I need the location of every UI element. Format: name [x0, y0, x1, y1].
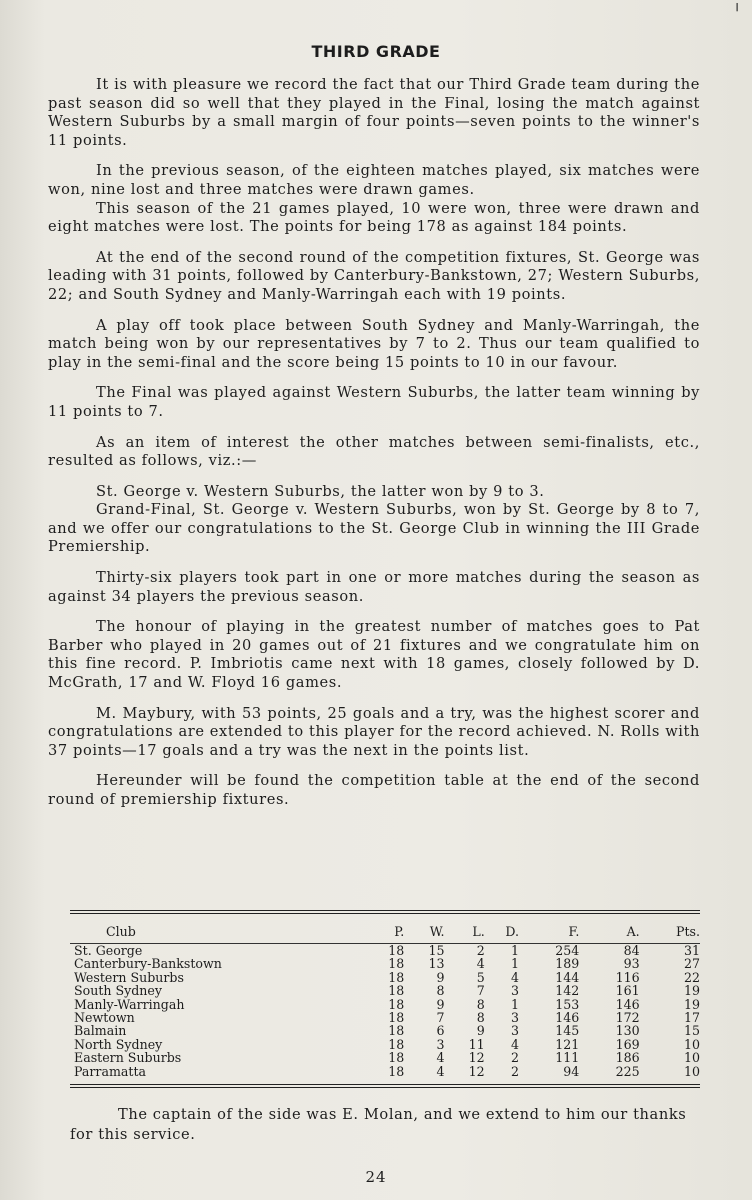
- paragraph-semi-result: St. George v. Western Suburbs, the latter won by 9 to 3.: [96, 482, 545, 500]
- against-cell: 93: [623, 956, 640, 972]
- table-bottom-rule: [70, 1084, 700, 1088]
- won-cell: 9: [436, 996, 445, 1012]
- club-cell: Eastern Suburbs: [74, 1050, 182, 1066]
- table-row: [70, 1065, 700, 1078]
- won-cell: 7: [436, 1010, 445, 1026]
- table-header-row: [70, 914, 700, 944]
- played-cell: 18: [388, 943, 405, 958]
- for-cell: 121: [555, 1036, 580, 1052]
- points-cell: 15: [683, 1023, 700, 1039]
- points-cell: 10: [683, 1050, 700, 1066]
- points-cell: 31: [683, 943, 700, 958]
- against-cell: 186: [615, 1050, 640, 1066]
- lost-cell: 12: [468, 1050, 485, 1066]
- drawn-cell: 2: [510, 1063, 519, 1079]
- club-cell: Parramatta: [74, 1063, 147, 1079]
- for-cell: 189: [555, 956, 580, 972]
- played-cell: 18: [388, 996, 405, 1012]
- club-cell: St. George: [74, 943, 143, 958]
- drawn-cell: 4: [510, 1036, 519, 1052]
- club-cell: Manly-Warringah: [74, 996, 185, 1012]
- points-cell: 22: [683, 969, 700, 985]
- points-cell: 17: [683, 1010, 700, 1026]
- drawn-cell: 3: [510, 1023, 519, 1039]
- lost-cell: 11: [468, 1036, 485, 1052]
- won-cell: 6: [436, 1023, 445, 1039]
- against-cell: 225: [615, 1063, 640, 1079]
- club-cell: Balmain: [74, 1023, 127, 1039]
- points-cell: 19: [683, 996, 700, 1012]
- against-cell: 84: [623, 943, 640, 958]
- drawn-cell: 3: [510, 983, 519, 999]
- table-row: [70, 1051, 700, 1064]
- paragraph-second-round: At the end of the second round of the competition fixtures, St. George was leading with 31 points, followed by Canterbury-Bankstown, 27; Western Suburbs, 22; and South Sydney and Manly-Warringah each with 19 points.: [48, 248, 700, 303]
- won-cell: 4: [436, 1063, 445, 1079]
- won-cell: 8: [436, 983, 445, 999]
- table-row: [70, 1024, 700, 1037]
- for-cell: 144: [555, 969, 580, 985]
- points-cell: 10: [683, 1063, 700, 1079]
- won-cell: 15: [428, 943, 445, 958]
- paragraph-final: The Final was played against Western Suburbs, the latter team winning by 11 points to 7.: [48, 384, 700, 420]
- drawn-cell: 1: [510, 996, 519, 1012]
- drawn-cell: 1: [510, 943, 519, 958]
- paragraph-top-scorer: M. Maybury, with 53 points, 25 goals and a try, was the highest scorer and congratulations are extended to this player for the record achieved. N. Rolls with 37 points—17 goals and a try was the next in the points list.: [48, 704, 701, 759]
- table-row: [70, 1011, 700, 1024]
- played-cell: 18: [388, 1063, 405, 1079]
- points-cell: 10: [683, 1036, 700, 1052]
- club-cell: North Sydney: [74, 1036, 163, 1052]
- club-cell: Newtown: [74, 1010, 135, 1026]
- played-cell: 18: [388, 1050, 405, 1066]
- table-row: [70, 957, 700, 970]
- competition-table: [70, 910, 700, 1088]
- scan-mark: ╵: [733, 4, 742, 20]
- drawn-cell: 1: [510, 956, 519, 972]
- drawn-cell: 3: [510, 1010, 519, 1026]
- paragraph-table-intro: Hereunder will be found the competition table at the end of the second round of premiership fixtures.: [48, 772, 700, 808]
- col-against: A.: [579, 914, 639, 944]
- won-cell: 3: [436, 1036, 445, 1052]
- table-row: [70, 944, 700, 958]
- for-cell: 254: [555, 943, 580, 958]
- lost-cell: 12: [468, 1063, 485, 1079]
- lost-cell: 7: [476, 983, 485, 999]
- drawn-cell: 2: [510, 1050, 519, 1066]
- lost-cell: 9: [476, 1023, 485, 1039]
- against-cell: 172: [615, 1010, 640, 1026]
- played-cell: 18: [388, 956, 405, 972]
- paragraph-this-season: This season of the 21 games played, 10 were won, three were drawn and eight matches were lost. The points for being 178 as against 184 points.: [48, 199, 700, 236]
- played-cell: 18: [388, 983, 405, 999]
- for-cell: 94: [563, 1063, 580, 1079]
- club-cell: Canterbury-Bankstown: [74, 956, 222, 972]
- body-text: [48, 76, 700, 822]
- paragraph-intro: It is with pleasure we record the fact that our Third Grade team during the past season did so well that they played in the Final, losing the match against Western Suburbs by a small margin of four points—seven points to the winner's 11 points.: [48, 76, 700, 149]
- table-row: [70, 998, 700, 1011]
- against-cell: 169: [615, 1036, 640, 1052]
- for-cell: 146: [555, 1010, 580, 1026]
- col-won: W.: [404, 914, 444, 944]
- points-cell: 27: [683, 956, 700, 972]
- played-cell: 18: [388, 969, 405, 985]
- played-cell: 18: [388, 1023, 405, 1039]
- for-cell: 111: [555, 1050, 580, 1066]
- lost-cell: 4: [476, 956, 485, 972]
- won-cell: 13: [428, 956, 445, 972]
- col-club: Club: [70, 914, 364, 944]
- table-row: [70, 984, 700, 997]
- col-for: F.: [519, 914, 579, 944]
- col-lost: L.: [444, 914, 484, 944]
- paragraph-play-off: A play off took place between South Sydney and Manly-Warringah, the match being won by our representatives by 7 to 2. Thus our team qualified to play in the semi-final and the score being 15 points to 10 in our favour.: [48, 316, 700, 371]
- col-drawn: D.: [485, 914, 519, 944]
- closing-paragraph: The captain of the side was E. Molan, and we extend to him our thanks for this service.: [70, 1106, 687, 1143]
- col-points: Pts.: [640, 914, 700, 944]
- lost-cell: 5: [476, 969, 485, 985]
- won-cell: 9: [436, 969, 445, 985]
- col-played: P.: [364, 914, 404, 944]
- drawn-cell: 4: [510, 969, 519, 985]
- lost-cell: 8: [476, 996, 485, 1012]
- table-row: [70, 971, 700, 984]
- paragraph-previous-season: In the previous season, of the eighteen matches played, six matches were won, nine lost and three matches were drawn games.: [48, 162, 700, 198]
- page-title: THIRD GRADE: [311, 42, 441, 61]
- for-cell: 153: [555, 996, 580, 1012]
- lost-cell: 2: [476, 943, 485, 958]
- against-cell: 146: [615, 996, 640, 1012]
- points-cell: 19: [683, 983, 700, 999]
- paragraph-grand-final: Grand-Final, St. George v. Western Suburbs, won by St. George by 8 to 7, and we offer our congratulations to the St. George Club in winning the III Grade Premiership.: [48, 501, 700, 556]
- table-row: [70, 1038, 700, 1051]
- lost-cell: 8: [476, 1010, 485, 1026]
- won-cell: 4: [436, 1050, 445, 1066]
- played-cell: 18: [388, 1036, 405, 1052]
- club-cell: Western Suburbs: [74, 969, 184, 985]
- against-cell: 116: [615, 969, 640, 985]
- club-cell: South Sydney: [74, 983, 162, 999]
- for-cell: 145: [555, 1023, 580, 1039]
- against-cell: 161: [615, 983, 640, 999]
- page-number: 24: [365, 1168, 387, 1186]
- played-cell: 18: [388, 1010, 405, 1026]
- paragraph-item-of-interest: As an item of interest the other matches between semi-finalists, etc., resulted as follows, viz.:—: [48, 433, 700, 470]
- against-cell: 130: [615, 1023, 640, 1039]
- paragraph-honour: The honour of playing in the greatest number of matches goes to Pat Barber who played in 20 games out of 21 fixtures and we congratulate him on this fine record. P. Imbriotis came next with 18 games, closely followed by D. McGrath, 17 and W. Floyd 16 games.: [48, 618, 700, 692]
- for-cell: 142: [555, 983, 580, 999]
- paragraph-players: Thirty-six players took part in one or more matches during the season as against 34 players the previous season.: [48, 569, 700, 605]
